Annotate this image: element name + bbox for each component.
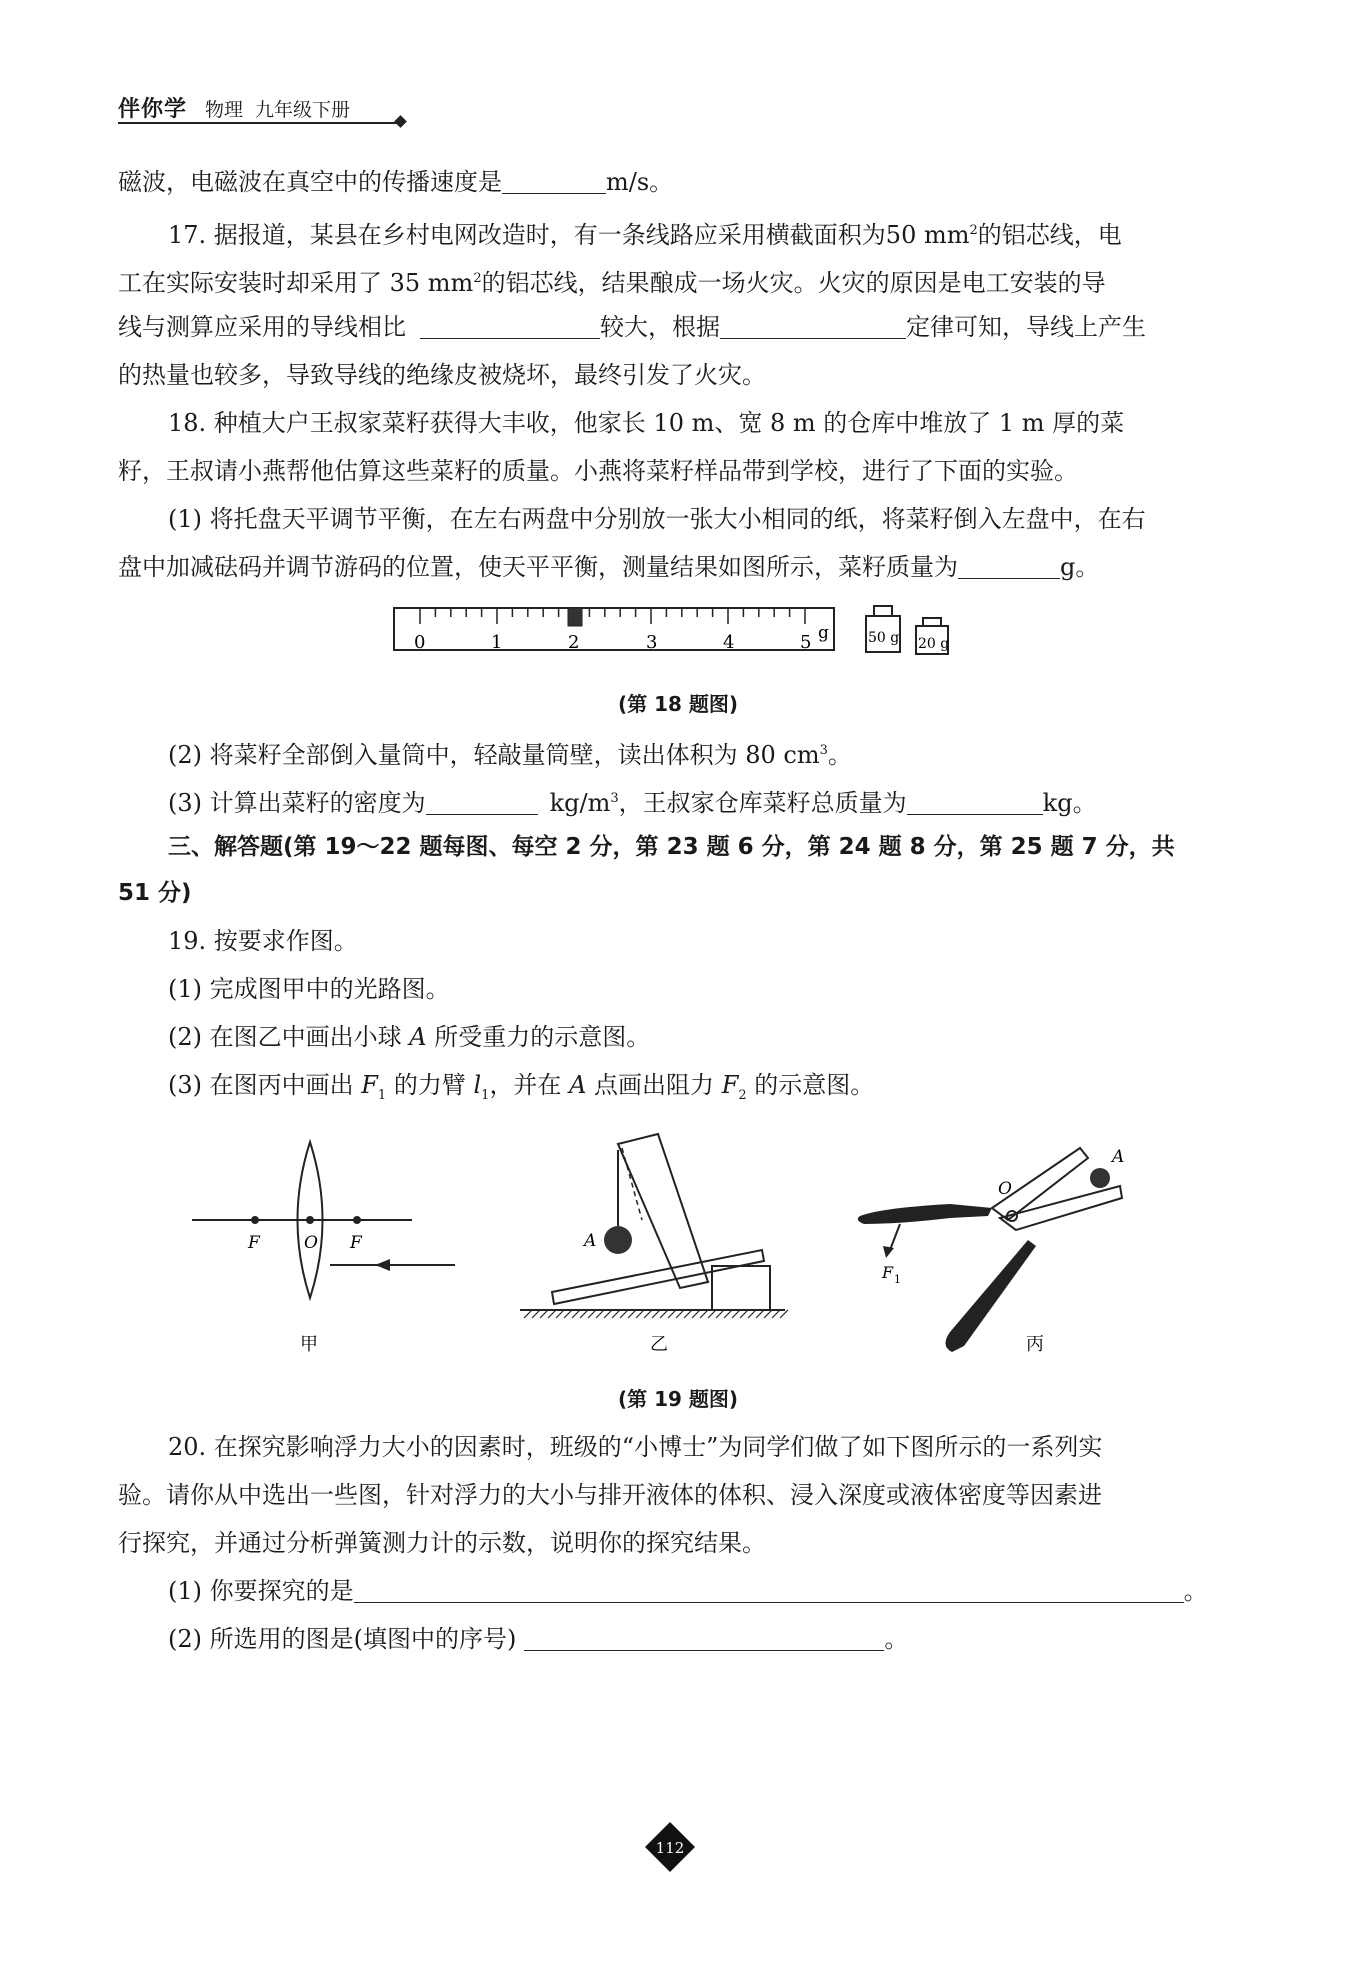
section-3-heading-line-2	[118, 876, 1234, 910]
question-17-line-1	[168, 214, 1234, 252]
force-label: F	[882, 1263, 894, 1282]
text-span: 的铝芯线，电	[977, 221, 1122, 249]
superscript: 3	[610, 791, 619, 806]
brand-title: 伴你学	[118, 97, 188, 122]
hatch-line	[732, 1310, 740, 1318]
question-18-line-2	[118, 454, 1234, 488]
text-span: 19. 按要求作图。	[168, 927, 358, 955]
text-span: (3) 在图丙中画出	[168, 1071, 362, 1099]
hatch-line	[572, 1310, 580, 1318]
rider-slider	[568, 608, 582, 626]
answer-blank[interactable]	[720, 312, 906, 339]
text-line	[118, 165, 1234, 199]
tick-label: 3	[646, 632, 658, 653]
hatch-line	[652, 1310, 660, 1318]
point-a-icon	[1090, 1168, 1110, 1188]
subscript: 1	[377, 1087, 387, 1103]
text-span: (1) 将托盘天平调节平衡，在左右两盘中分别放一张大小相同的纸，将菜籽倒入左盘中，在右	[168, 505, 1146, 533]
weight-label: 20 g	[918, 636, 950, 652]
text-span: 行探究，并通过分析弹簧测力计的示数，说明你的探究结果。	[118, 1529, 766, 1557]
header-rule	[118, 122, 398, 124]
subscript: 1	[481, 1087, 490, 1103]
text-span: F	[721, 1071, 739, 1099]
superscript: 3	[819, 743, 828, 758]
tick-label: 2	[568, 632, 580, 653]
superscript: 2	[473, 271, 482, 286]
question-18-line-1	[168, 406, 1234, 440]
hatch-line	[524, 1310, 532, 1318]
answer-blank[interactable]	[420, 312, 600, 339]
text-span: 的力臂	[386, 1071, 474, 1099]
question-20-part-1	[168, 1574, 1234, 1608]
text-span: 20. 在探究影响浮力大小的因素时，班级的“小博士”为同学们做了如下图所示的一系列实	[168, 1433, 1103, 1461]
text-span: 工在实际安装时却采用了 35 mm	[118, 269, 474, 297]
text-span: (1) 完成图甲中的光路图。	[168, 975, 450, 1003]
text-span: kg/m	[549, 789, 611, 817]
question-17-line-3	[118, 310, 1234, 344]
hatch-line	[604, 1310, 612, 1318]
question-18-part-2	[168, 734, 1234, 772]
pendulum-diagram	[520, 1134, 788, 1355]
ball-label: A	[584, 1231, 597, 1251]
question-18-part-1	[168, 502, 1234, 536]
question-20-part-2	[168, 1622, 1234, 1656]
figure-18-caption: (第 18 题图)	[617, 692, 739, 716]
hatch-line	[700, 1310, 708, 1318]
figure-label: 甲	[300, 1334, 318, 1355]
figure-19	[180, 1120, 1180, 1360]
answer-blank[interactable]	[907, 788, 1043, 815]
text-span: (2) 在图乙中画出小球	[168, 1023, 410, 1051]
page-header	[118, 92, 408, 126]
tick-label: 0	[414, 632, 426, 653]
hatch-line	[596, 1310, 604, 1318]
question-20-line-1	[168, 1430, 1234, 1464]
hatch-line	[764, 1310, 772, 1318]
answer-blank[interactable]	[426, 788, 538, 815]
subscript: 2	[738, 1087, 747, 1103]
hatch-line	[668, 1310, 676, 1318]
text-span: ，王叔家仓库菜籽总质量为	[618, 789, 907, 817]
text-span: A	[409, 1023, 427, 1051]
answer-blank[interactable]	[502, 167, 606, 194]
answer-blank[interactable]	[524, 1624, 884, 1651]
question-17-line-4	[118, 358, 1234, 392]
focus-label: F	[350, 1233, 362, 1253]
text-span: 籽，王叔请小燕帮他估算这些菜籽的质量。小燕将菜籽样品带到学校，进行了下面的实验。	[118, 457, 1078, 485]
focus-label: F	[248, 1233, 260, 1253]
hatch-line	[548, 1310, 556, 1318]
force-subscript: 1	[894, 1273, 901, 1286]
question-19-part-2	[168, 1020, 1234, 1054]
scale-unit: g	[818, 623, 829, 643]
text-span: 18. 种植大户王叔家菜籽获得大丰收，他家长 10 m、宽 8 m 的仓库中堆放了 1 m 厚的菜	[168, 409, 1125, 437]
figure-label: 乙	[650, 1334, 668, 1355]
scale-ticks	[420, 608, 805, 624]
question-18-part-3	[168, 782, 1234, 820]
text-span: A	[569, 1071, 587, 1099]
text-span: m/s。	[606, 168, 674, 196]
hatch-line	[620, 1310, 628, 1318]
support-block	[712, 1266, 770, 1310]
hatch-line	[588, 1310, 596, 1318]
question-19-part-3	[168, 1068, 1234, 1113]
text-span: kg。	[1042, 789, 1097, 817]
tick-label: 1	[491, 632, 503, 653]
hatch-line	[684, 1310, 692, 1318]
subject-label: 物理	[205, 99, 244, 121]
balance-scale-figure	[390, 596, 970, 676]
text-span: 51 分)	[118, 880, 192, 906]
text-span: 。	[1183, 1577, 1208, 1605]
stand-icon	[618, 1134, 708, 1288]
text-span: 点画出阻力	[586, 1071, 722, 1099]
hatch-line	[716, 1310, 724, 1318]
incline-board	[552, 1250, 764, 1304]
text-span: 的示意图。	[746, 1071, 875, 1099]
question-20-line-3	[118, 1526, 1234, 1560]
question-18-part-1-line-2	[118, 550, 1234, 584]
text-span: 验。请你从中选出一些图，针对浮力的大小与排开液体的体积、浸入深度或液体密度等因素进	[118, 1481, 1102, 1509]
text-span: g。	[1060, 553, 1100, 581]
ray-arrow-icon	[375, 1259, 390, 1271]
hatch-line	[708, 1310, 716, 1318]
dashed-string	[622, 1148, 642, 1220]
text-span: (2) 所选用的图是(填图中的序号)	[168, 1625, 517, 1653]
text-span: 定律可知，导线上产生	[906, 313, 1146, 341]
scissors-diagram	[858, 1147, 1125, 1355]
hatch-line	[644, 1310, 652, 1318]
hatch-line	[636, 1310, 644, 1318]
text-span: ，并在	[489, 1071, 570, 1099]
text-span: 。	[827, 741, 852, 769]
hatch-line	[780, 1310, 788, 1318]
hatch-line	[748, 1310, 756, 1318]
text-span: (3) 计算出菜籽的密度为	[168, 789, 426, 817]
hatch-line	[740, 1310, 748, 1318]
upper-handle	[858, 1204, 992, 1224]
question-19	[168, 924, 1234, 958]
weight-label: 50 g	[868, 630, 900, 646]
text-span: 盘中加减砝码并调节游码的位置，使天平平衡，测量结果如图所示，菜籽质量为	[118, 553, 958, 581]
text-span: 的热量也较多，导致导线的绝缘皮被烧坏，最终引发了火灾。	[118, 361, 766, 389]
section-3-heading	[168, 830, 1234, 864]
text-span: 的铝芯线，结果酿成一场火灾。火灾的原因是电工安装的导	[481, 269, 1106, 297]
text-span: 三、解答题(第 19～22 题每图、每空 2 分，第 23 题 6 分，第 24 题 8 分，第 25 题 7 分，共	[168, 834, 1175, 860]
hatch-line	[532, 1310, 540, 1318]
focus-point	[251, 1216, 259, 1224]
center-label: O	[304, 1233, 318, 1253]
focus-point	[353, 1216, 361, 1224]
lower-blade	[1000, 1186, 1122, 1230]
text-span: 较大，根据	[600, 313, 720, 341]
hatch-line	[612, 1310, 620, 1318]
hatch-line	[540, 1310, 548, 1318]
force-arrow-icon	[883, 1246, 894, 1258]
hatch-line	[580, 1310, 588, 1318]
pivot-label: O	[998, 1179, 1012, 1199]
question-19-part-1	[168, 972, 1234, 1006]
hatch-line	[660, 1310, 668, 1318]
question-17-line-2	[118, 262, 1234, 300]
optical-center	[306, 1216, 314, 1224]
answer-blank[interactable]	[958, 552, 1060, 579]
lower-handle	[945, 1240, 1036, 1352]
text-span: 所受重力的示意图。	[426, 1023, 651, 1051]
answer-blank[interactable]	[354, 1576, 1184, 1603]
weight-knob	[923, 618, 941, 626]
figure-label: 丙	[1026, 1334, 1044, 1355]
page-number: 112	[655, 1839, 685, 1857]
ground-hatch	[524, 1310, 788, 1318]
page-number-badge	[643, 1820, 697, 1874]
tick-label: 5	[800, 632, 812, 653]
text-span: (2) 将菜籽全部倒入量筒中，轻敲量筒壁，读出体积为 80 cm	[168, 741, 820, 769]
text-span: l	[473, 1071, 482, 1099]
hatch-line	[556, 1310, 564, 1318]
grade-label: 九年级下册	[255, 99, 351, 121]
beam-scale	[394, 608, 834, 650]
text-span: 磁波，电磁波在真空中的传播速度是	[118, 168, 502, 196]
point-label: A	[1112, 1147, 1125, 1167]
force-arrow	[890, 1224, 900, 1250]
text-span: 。	[884, 1625, 909, 1653]
hatch-line	[772, 1310, 780, 1318]
ball-a-icon	[604, 1226, 632, 1254]
weight-knob	[874, 606, 892, 616]
text-span: 17. 据报道，某县在乡村电网改造时，有一条线路应采用横截面积为50 mm	[168, 221, 970, 249]
hatch-line	[628, 1310, 636, 1318]
hatch-line	[564, 1310, 572, 1318]
text-span: F	[361, 1071, 378, 1099]
text-span: (1) 你要探究的是	[168, 1577, 354, 1605]
lens-diagram	[192, 1142, 455, 1355]
hatch-line	[756, 1310, 764, 1318]
text-span: 线与测算应采用的导线相比	[118, 313, 406, 341]
hatch-line	[692, 1310, 700, 1318]
hatch-line	[724, 1310, 732, 1318]
question-20-line-2	[118, 1478, 1234, 1512]
superscript: 2	[969, 223, 978, 238]
header-diamond-icon	[394, 115, 407, 128]
tick-label: 4	[723, 632, 735, 653]
figure-19-caption: (第 19 题图)	[617, 1387, 739, 1411]
hatch-line	[676, 1310, 684, 1318]
